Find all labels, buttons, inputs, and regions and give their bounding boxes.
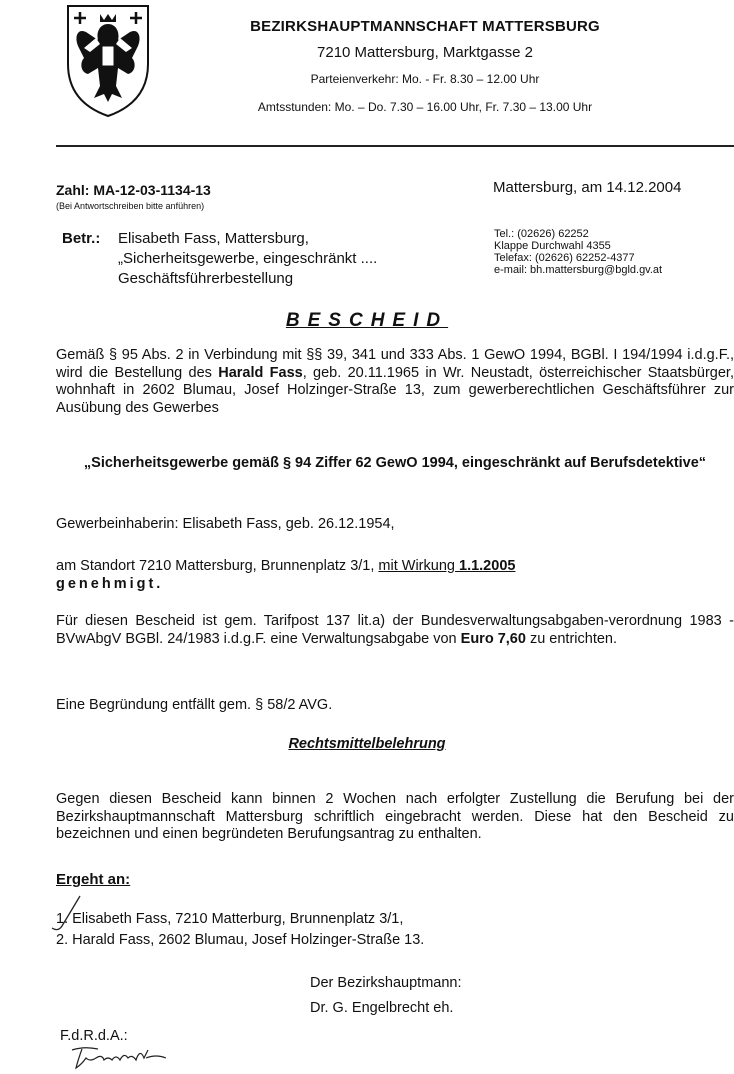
trade-owner: Gewerbeinhaberin: Elisabeth Fass, geb. 26.12.1954, <box>56 516 395 532</box>
appeal-paragraph: Gegen diesen Bescheid kann binnen 2 Wochen nach erfolgter Zustellung die Berufung bei der Bezirkshauptmannschaft Mattersburg schriftlich eingebracht werden. Diese hat den Bescheid zu bezeichnen und einen begründeten Berufungsantrag zu enthalten. <box>56 791 734 842</box>
appeal-heading: Rechtsmittelbelehrung <box>288 736 446 752</box>
authority-name: BEZIRKSHAUPTMANNSCHAFT MATTERSBURG <box>250 18 600 35</box>
office-hours-parties: Parteienverkehr: Mo. - Fr. 8.30 – 12.00 Uhr <box>310 72 540 86</box>
reference-number: Zahl: MA-12-03-1134-13 <box>56 182 211 198</box>
decision-text: Gemäß § 95 Abs. 2 in Verbindung mit §§ 39, 341 und 333 Abs. 1 GewO 1994, BGBl. I 194/1994 i.d.g.F., wird die Bestellung des <box>56 347 734 381</box>
authority-address: 7210 Mattersburg, Marktgasse 2 <box>317 44 533 61</box>
signatory-role: Der Bezirkshauptmann: <box>310 975 462 991</box>
subject-line: „Sicherheitsgewerbe, eingeschränkt .... <box>118 250 378 267</box>
contact-email: e-mail: bh.mattersburg@bgld.gv.at <box>494 264 663 276</box>
signatory-name: Dr. G. Engelbrecht eh. <box>310 1000 454 1016</box>
office-hours-official: Amtsstunden: Mo. – Do. 7.30 – 16.00 Uhr, Fr. 7.30 – 13.00 Uhr <box>257 100 593 114</box>
fee-text: Für diesen Bescheid ist gem. Tarifpost 137 lit.a) der Bundesverwaltungsabgaben-verordnung 1983 - BVwAbgV BGBl. 24/1983 i.d.g.F. eine Verwaltungsabgabe von <box>56 613 734 647</box>
burgenland-eagle-crest-icon <box>60 2 156 118</box>
justification-paragraph: Eine Begründung entfällt gem. § 58/2 AVG. <box>56 697 333 713</box>
subject-label: Betr.: <box>62 230 101 247</box>
location-text: am Standort 7210 Mattersburg, Brunnenplatz 3/1, <box>56 558 379 574</box>
decision-paragraph <box>56 347 734 417</box>
fee-paragraph <box>56 613 734 648</box>
contact-block <box>494 228 662 276</box>
fee-amount: Euro 7,60 <box>460 630 526 647</box>
distribution-title: Ergeht an: <box>56 871 131 888</box>
certification-label: F.d.R.d.A.: <box>60 1028 128 1044</box>
place-date: Mattersburg, am 14.12.2004 <box>493 179 682 196</box>
header-divider <box>56 145 734 147</box>
trade-quote: „Sicherheitsgewerbe gemäß § 94 Ziffer 62 GewO 1994, eingeschränkt auf Berufsdetektive“ <box>83 455 707 471</box>
fee-text-end: zu entrichten. <box>525 630 618 647</box>
subject-lines <box>118 229 377 289</box>
subject-line: Geschäftsführerbestellung <box>118 270 294 287</box>
recipient-item: 2. Harald Fass, 2602 Blumau, Josef Holzinger-Straße 13. <box>56 932 425 948</box>
effective-date <box>378 558 515 574</box>
effective-date-value: 1.1.2005 <box>459 558 516 574</box>
decision-text-cont: , geb. 20.11.1965 in Wr. Neustadt, österreichischer Staatsbürger, wohnhaft in 2602 Blumau, Josef Holzinger-Straße 13, zum gewerberechtlichen Geschäftsführer zur Ausübung des Gewerbes <box>56 364 734 416</box>
recipient-item: 1. Elisabeth Fass, 7210 Matterburg, Brunnenplatz 3/1, <box>56 911 404 927</box>
reference-note: (Bei Antwortschreiben bitte anführen) <box>56 201 205 211</box>
effective-label: mit Wirkung <box>378 558 459 574</box>
document-title: BESCHEID <box>285 310 449 331</box>
person-name: Harald Fass <box>218 364 303 381</box>
subject-line: Elisabeth Fass, Mattersburg, <box>118 230 309 247</box>
approved-text: genehmigt. <box>56 575 164 592</box>
contact-fax: Telefax: (02626) 62252-4377 <box>494 252 635 264</box>
contact-phone: Tel.: (02626) 62252 <box>494 228 589 240</box>
location-paragraph <box>56 558 734 593</box>
contact-extension: Klappe Durchwahl 4355 <box>494 240 611 252</box>
handwritten-signature <box>68 1044 198 1072</box>
